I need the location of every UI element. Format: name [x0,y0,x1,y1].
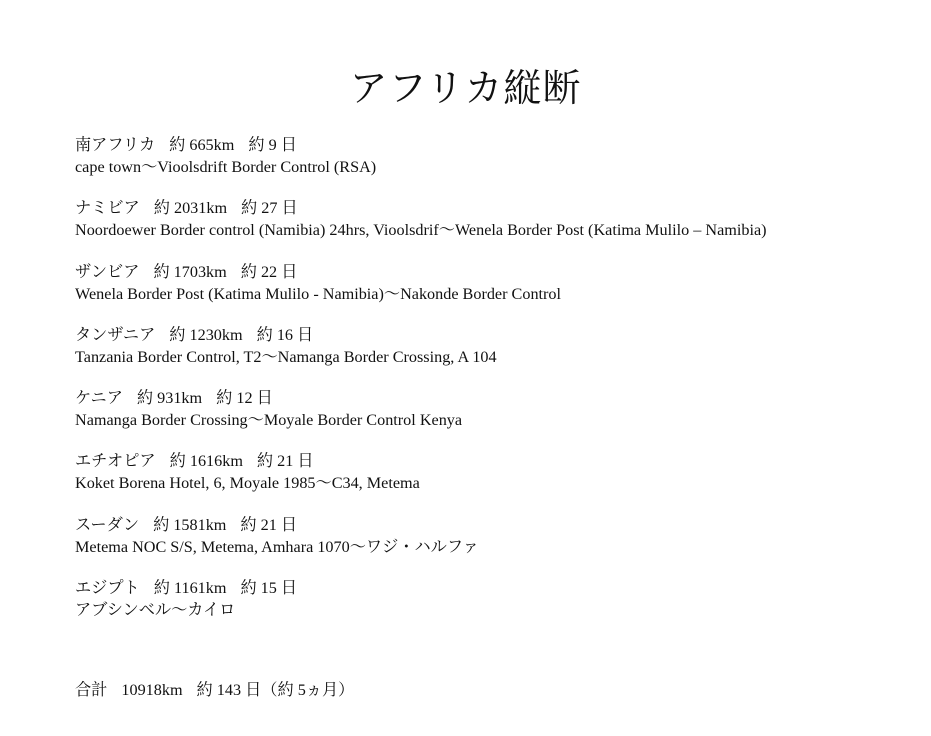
distance-value: 約 665km [169,136,235,154]
section-header [75,577,895,599]
distance-value: 約 1581km [153,515,227,534]
route-text: cape town～Vioolsdrift Border Control (RSA) [75,158,377,176]
section-header [75,134,895,156]
route-sections [75,134,895,640]
distance-value: 約 2031km [153,199,228,218]
page-title: アフリカ縦断 [349,66,582,110]
route-text: Noordoewer Border control (Namibia) 24hrs, Vioolsdrif～Wenela Border Post (Katima Mulilo – Namibia) [75,221,767,240]
days-value: 約 16 日 [256,325,314,344]
route-text: Koket Borena Hotel, 6, Moyale 1985～C34, Metema [75,474,420,493]
country-name: エチオピア [75,452,156,471]
distance-value: 約 1230km [169,325,243,344]
section-tanzania [75,324,895,387]
section-header [75,387,895,409]
route-text: Wenela Border Post (Katima Mulilo - Namibia)～Nakonde Border Control [75,284,562,303]
route-text: Tanzania Border Control, T2～Namanga Border Crossing, A 104 [75,347,497,366]
route-text: Metema NOC S/S, Metema, Amhara 1070～ワジ・ハルファ [75,537,479,556]
section-header [75,261,895,283]
distance-value: 約 931km [136,389,203,408]
country-name: ザンビア [75,262,140,281]
distance-value: 約 1703km [153,262,227,281]
days-value: 約 15 日 [240,579,298,598]
days-value: 約 27 日 [241,199,298,218]
days-value: 約 12 日 [216,389,273,408]
section-zambia [75,261,895,324]
section-header [75,324,895,346]
section-ethiopia [75,450,895,513]
section-sudan [75,514,895,577]
section-egypt [75,577,895,640]
section-kenya [75,387,895,450]
route-text: Namanga Border Crossing～Moyale Border Control Kenya [75,411,463,430]
country-name: エジプト [75,579,140,598]
distance-value: 約 1616km [169,452,243,471]
total-days: 約 143 日（約 5ヵ月） [196,681,355,699]
total-distance: 10918km [121,681,183,699]
days-value: 約 9 日 [248,136,297,154]
country-name: ナミビア [75,199,140,218]
route-text: アブシンベル～カイロ [75,601,236,620]
country-name: 南アフリカ [75,136,156,154]
days-value: 約 21 日 [256,452,314,471]
distance-value: 約 1161km [153,579,227,598]
section-header [75,450,895,472]
total-label: 合計 [75,681,108,699]
country-name: スーダン [75,515,140,534]
section-header [75,514,895,536]
section-header [75,197,895,219]
section-south-africa [75,134,895,197]
total-summary [75,679,354,701]
days-value: 約 22 日 [240,262,298,281]
section-namibia [75,197,895,260]
country-name: ケニア [75,389,123,408]
days-value: 約 21 日 [240,515,298,534]
country-name: タンザニア [75,325,156,344]
